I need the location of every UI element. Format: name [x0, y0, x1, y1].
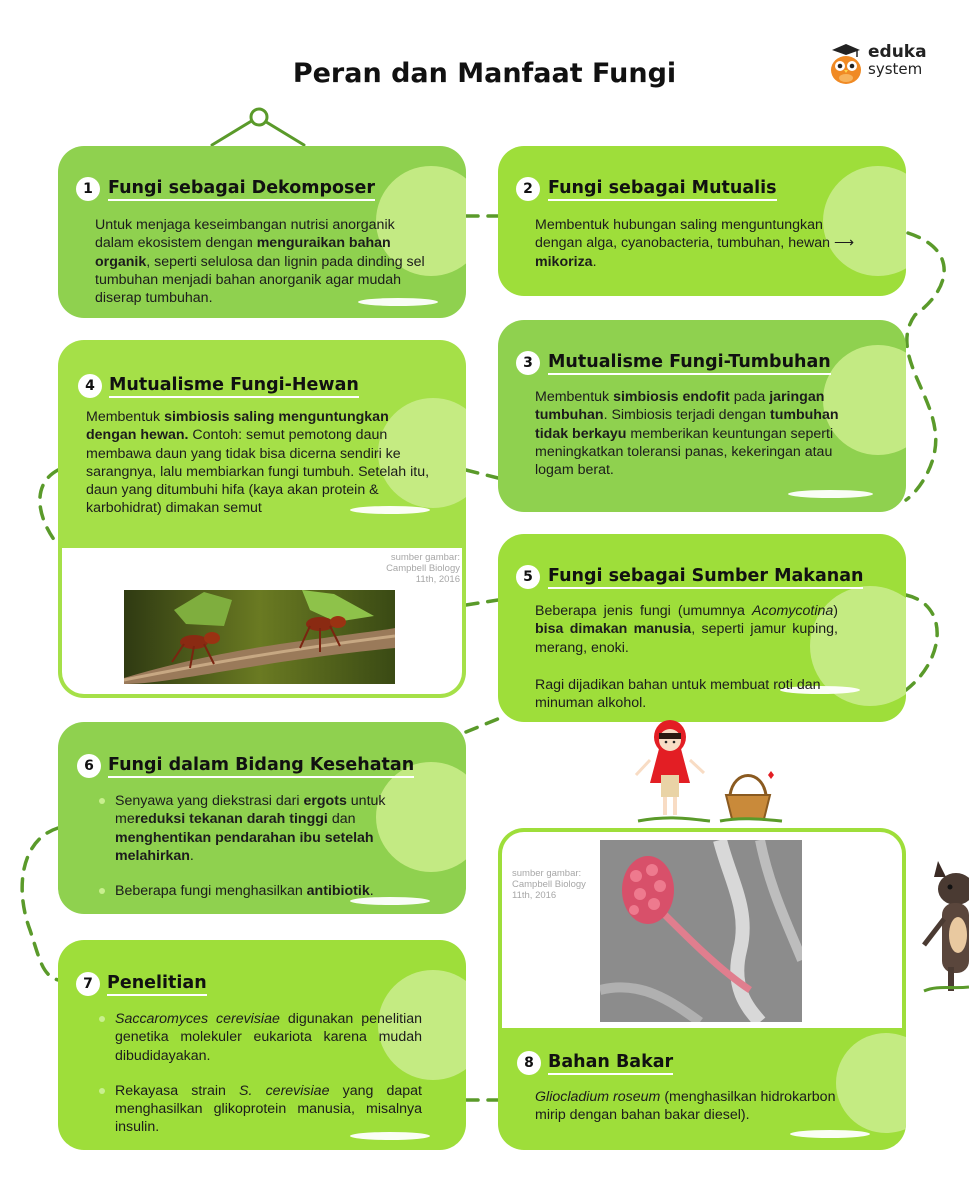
card-number: 6 [77, 754, 101, 778]
card-text: Beberapa jenis fungi (umumnya Acomycotina) bisa dimakan manusia, seperti jamur kuping, merang, enoki. [535, 603, 838, 656]
decorative-swoosh [788, 490, 873, 498]
logo-word-eduka: eduka [868, 42, 927, 62]
card-list [95, 1010, 422, 1137]
card-number: 7 [76, 972, 100, 996]
card-number: 3 [516, 351, 540, 375]
card-title: Fungi dalam Bidang Kesehatan [108, 755, 414, 778]
card-number: 1 [76, 177, 100, 201]
logo-word-system: system [868, 60, 923, 78]
list-item: Senyawa yang diekstrasi dari ergots untuk mereduksi tekanan darah tinggi dan menghentikan pendarahan ibu setelah melahirkan. [95, 792, 415, 865]
list-item: Saccaromyces cerevisiae digunakan penelitian genetika molekuler eukariota karena mudah dibudidayakan. [95, 1010, 422, 1065]
gliocladium-micrograph [600, 840, 802, 1022]
image-credit: sumber gambar: Campbell Biology 11th, 2016 [386, 552, 460, 585]
list-item: Rekayasa strain S. cerevisiae yang dapat menghasilkan glikoprotein manusia, misalnya insulin. [95, 1082, 422, 1137]
card-number: 5 [516, 565, 540, 589]
image-panel [62, 548, 462, 694]
card-title: Fungi sebagai Sumber Makanan [548, 566, 863, 589]
card-text: Untuk menjaga keseimbangan nutrisi anorganik dalam ekosistem dengan menguraikan bahan organik, seperti selulosa dan lignin pada dinding sel tumbuhan menjadi bahan anorganik agar mudah diserap tumbuhan. [95, 217, 425, 307]
image-panel [502, 832, 902, 1028]
card-food-source [498, 534, 906, 722]
card-fungi-animal [58, 340, 466, 698]
card-number: 2 [516, 177, 540, 201]
hanger-ring-icon [248, 106, 270, 128]
card-fuel [498, 828, 906, 1150]
decorative-swoosh [790, 1130, 870, 1138]
card-text-2: Ragi dijadikan bahan untuk membuat roti dan minuman alkohol. [535, 677, 821, 712]
page-title: Peran dan Manfaat Fungi [292, 58, 677, 89]
card-fungi-plant [498, 320, 906, 512]
card-text: Membentuk simbiosis endofit pada jaringan tumbuhan. Simbiosis terjadi dengan tumbuhan tidak berkayu memberikan keuntungan seperti meningkatkan toleransi panas, kekeringan atau logam berat. [535, 389, 839, 479]
card-number: 4 [78, 374, 102, 398]
card-text: Membentuk simbiosis saling menguntungkan dengan hewan. Contoh: semut pemotong daun membawa daun yang tidak bisa dicerna sendiri ke sarangnya, lalu membiarkan fungi tumbuh. Setelah itu, daun yang ditumbuhi hifa (kaya akan protein & karbohidrat) dimakan semut [86, 409, 430, 517]
card-research [58, 940, 466, 1150]
brand-logo [826, 42, 936, 86]
card-title: Mutualisme Fungi-Tumbuhan [548, 352, 831, 375]
girl-basket-illustration [630, 715, 790, 827]
deer-illustration [922, 855, 969, 995]
card-title: Fungi sebagai Mutualis [548, 178, 777, 201]
card-title: Penelitian [107, 973, 207, 996]
card-health [58, 722, 466, 914]
list-item: Beberapa fungi menghasilkan antibiotik. [95, 882, 415, 900]
card-number: 8 [517, 1051, 541, 1075]
card-title: Bahan Bakar [548, 1052, 673, 1075]
card-decomposer [58, 146, 466, 318]
card-list [95, 792, 415, 900]
card-text: Membentuk hubungan saling menguntungkan dengan alga, cyanobacteria, tumbuhan, hewan ⟶ mikoriza. [535, 217, 855, 270]
leafcutter-ants-photo [124, 590, 395, 684]
card-text: Gliocladium roseum (menghasilkan hidrokarbon mirip dengan bahan bakar diesel). [535, 1089, 836, 1124]
card-title: Mutualisme Fungi-Hewan [109, 375, 359, 398]
card-mutualist [498, 146, 906, 296]
card-title: Fungi sebagai Dekomposer [108, 178, 375, 201]
image-credit: sumber gambar: Campbell Biology 11th, 2016 [512, 868, 586, 901]
owl-logo-icon [826, 42, 866, 86]
